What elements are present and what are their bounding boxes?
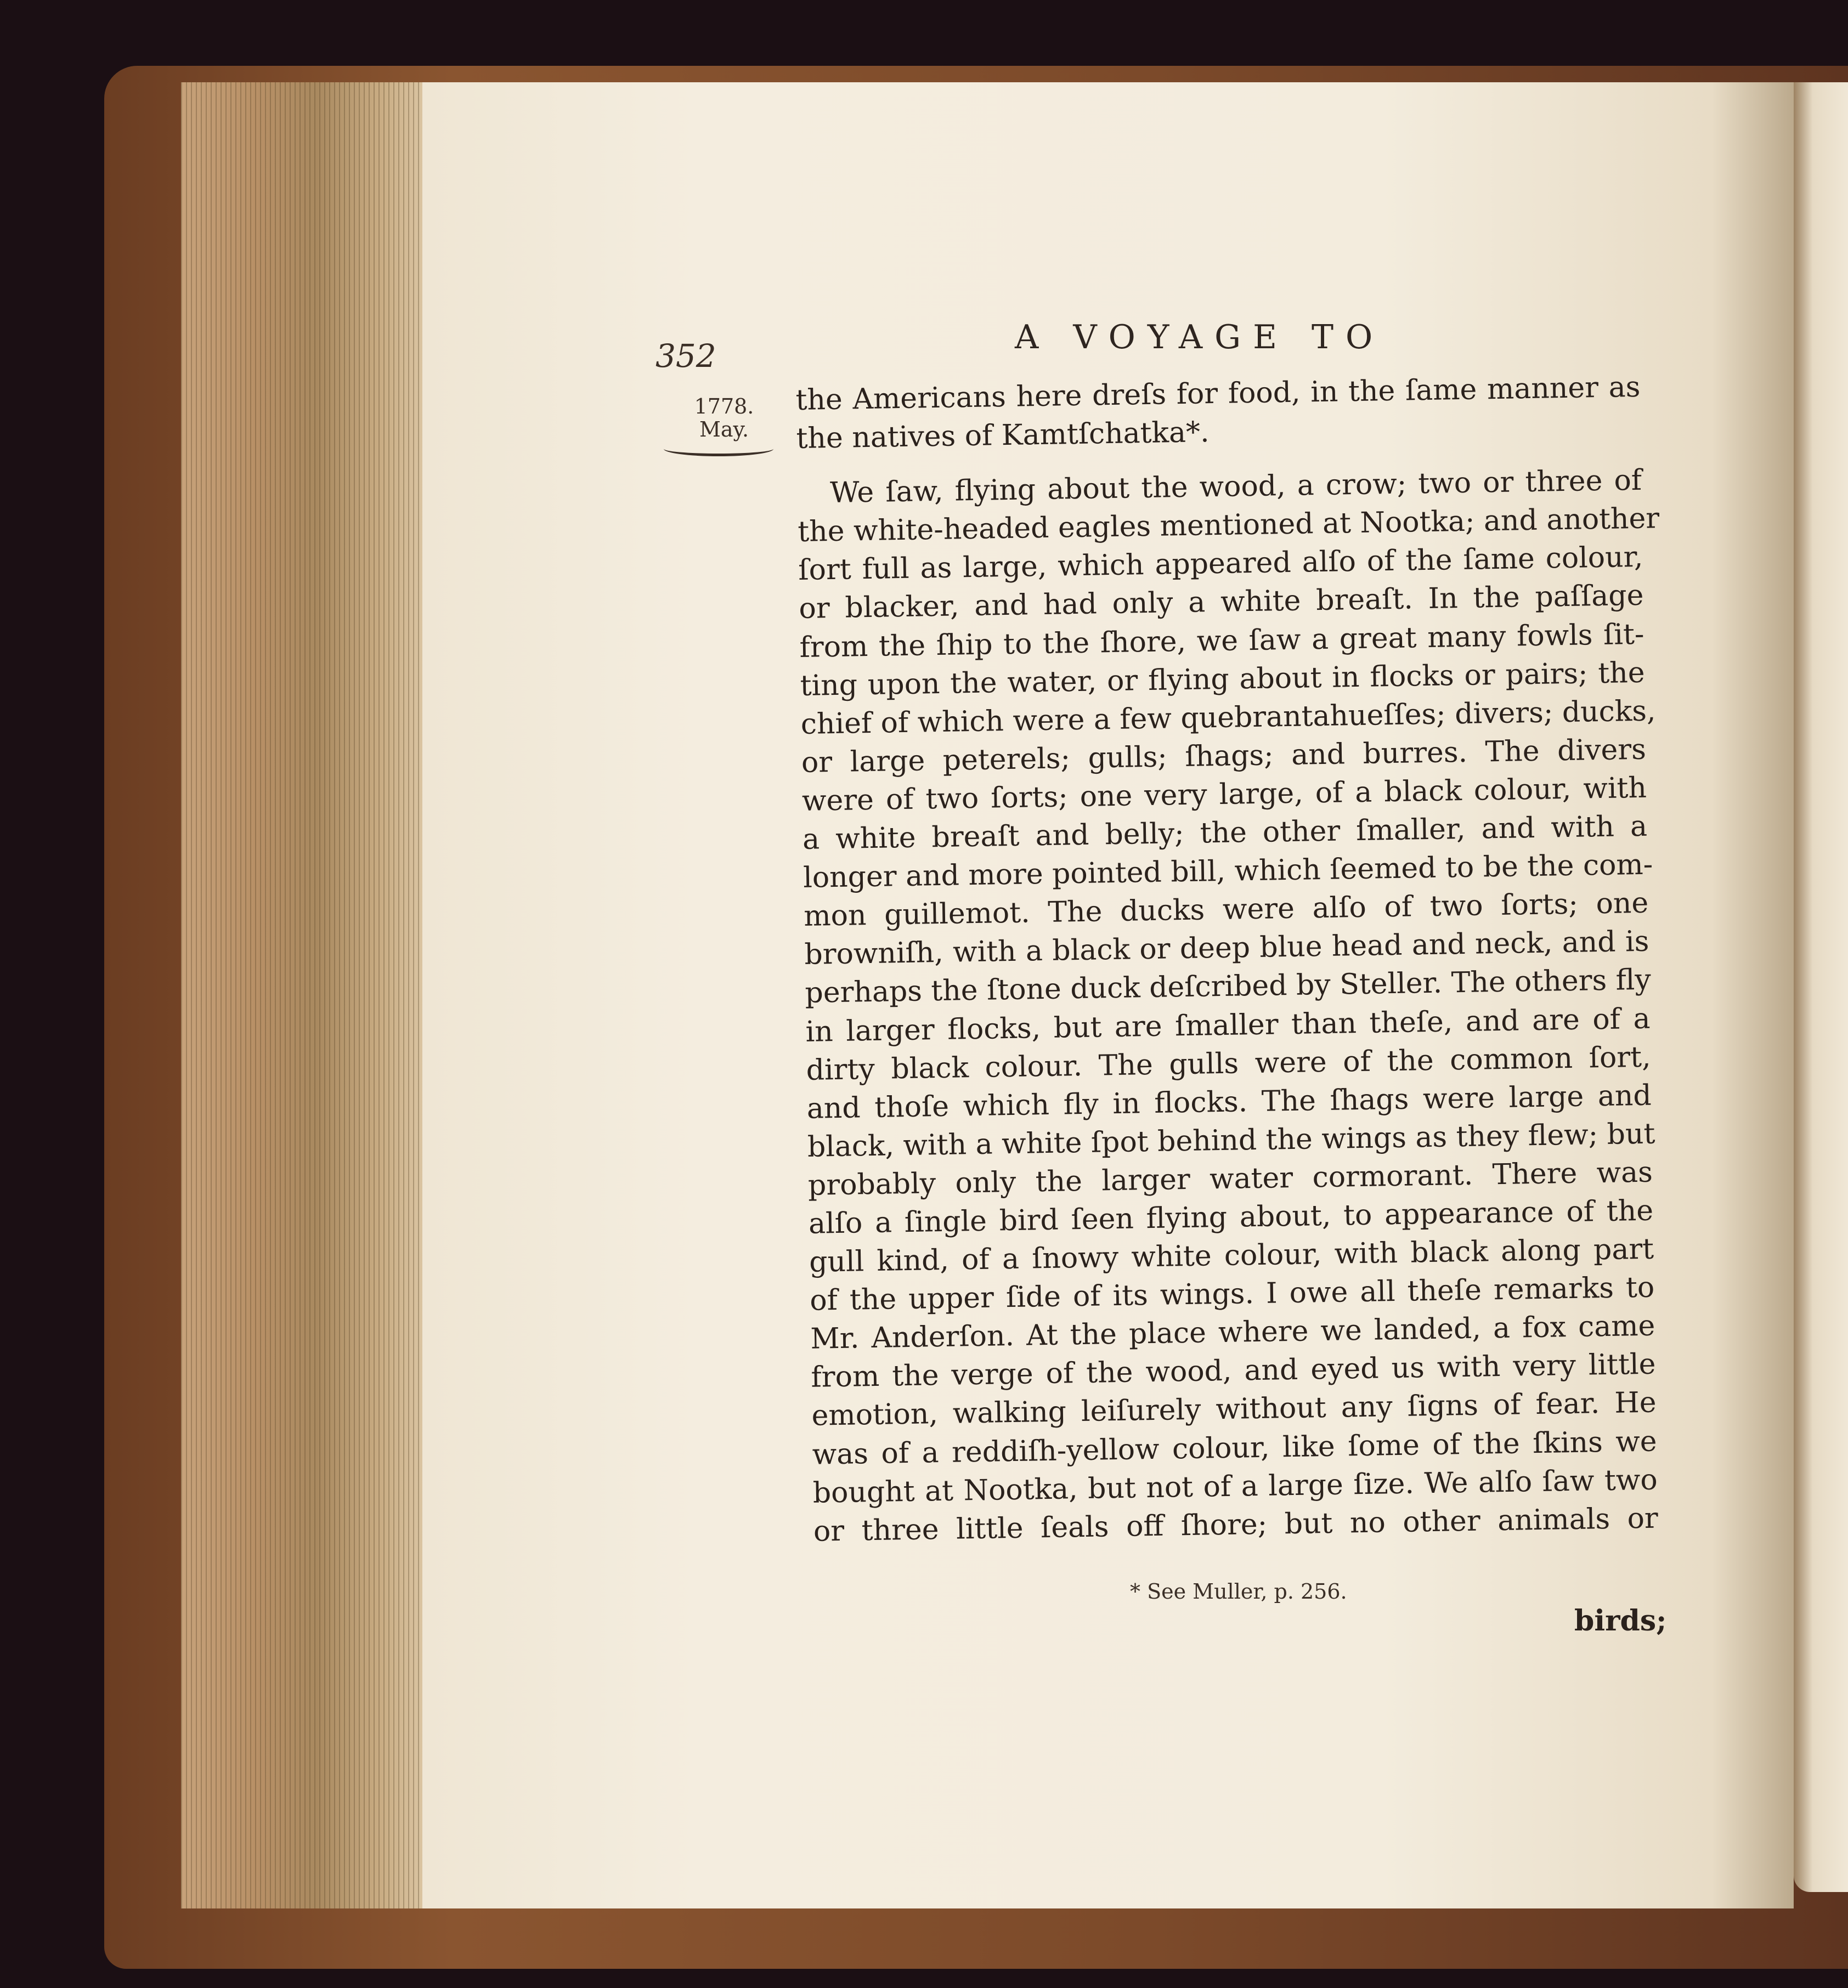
text-line: Mr. Anderſon. At the place where we landed, a fox came: [810, 1309, 1655, 1356]
text-line: longer and more pointed bill, which ſeemed to be the com-: [803, 848, 1653, 895]
text-line: We ſaw, flying about the wood, a crow; two or three of: [829, 463, 1642, 510]
text-line: gull kind, of a ſnowy white colour, with black along part: [809, 1232, 1654, 1279]
facing-page-edge: [1794, 82, 1848, 1892]
text-line: bought at Nootka, but not of a large ſize. We alſo ſaw two: [812, 1463, 1658, 1510]
text-line: alſo a ſingle bird ſeen flying about, to appearance of the: [808, 1194, 1654, 1241]
text-line: browniſh, with a black or deep blue head and neck, and is: [804, 925, 1649, 972]
text-line: mon guillemot. The ducks were alſo of two ſorts; one: [803, 886, 1649, 933]
margin-note-month: May.: [699, 417, 749, 441]
text-line: the white-headed eagles mentioned at Nootka; and another: [797, 502, 1660, 549]
margin-note-year: 1778.: [694, 394, 754, 418]
text-line: black, with a white ſpot behind the wings as they flew; but: [807, 1117, 1655, 1164]
running-head: A VOYAGE TO: [1015, 318, 1385, 356]
text-line: the Americans here dreſs for food, in the ſame manner as: [795, 370, 1641, 417]
text-line: or three little ſeals off ſhore; but no other animals or: [813, 1502, 1659, 1548]
text-line: in larger flocks, but are ſmaller than theſe, and are of a: [805, 1002, 1651, 1049]
text-line: or blacker, and had only a white breaſt. In the paſſage: [799, 579, 1644, 626]
page-number: 352: [655, 337, 716, 375]
margin-brace: [664, 441, 773, 456]
page-block-edge: [181, 82, 428, 1908]
body-text: [795, 368, 1658, 1551]
text-line: a white breaſt and belly; the other ſmaller, and with a: [802, 809, 1648, 856]
text-line: chief of which were a few quebrantahueſſes; divers; ducks,: [800, 694, 1656, 741]
text-line: from the ſhip to the ſhore, we ſaw a great many fowls ſit-: [799, 618, 1644, 664]
text-line: ſort full as large, which appeared alſo of the ſame colour,: [798, 541, 1643, 587]
footnote: * See Muller, p. 256.: [1130, 1579, 1347, 1604]
text-line: probably only the larger water cormorant. There was: [807, 1156, 1653, 1202]
text-line: the natives of Kamtſchatka*.: [796, 416, 1210, 456]
text-line: ting upon the water, or flying about in flocks or pairs; the: [800, 656, 1646, 703]
text-line: dirty black colour. The gulls were of the common ſort,: [806, 1040, 1652, 1087]
text-line: was of a reddiſh-yellow colour, like ſome of the ſkins we: [812, 1425, 1658, 1471]
text-line: emotion, walking leiſurely without any ſigns of fear. He: [811, 1386, 1657, 1433]
text-line: or large peterels; gulls; ſhags; and burres. The divers: [801, 733, 1647, 779]
catchword: birds;: [1574, 1604, 1667, 1638]
text-line: perhaps the ſtone duck deſcribed by Steller. The others fly: [805, 964, 1652, 1010]
text-line: and thoſe which fly in flocks. The ſhags were large and: [806, 1079, 1652, 1125]
margin-note: [658, 395, 790, 441]
text-line: from the verge of the wood, and eyed us with very little: [811, 1347, 1656, 1395]
text-line: of the upper ſide of its wings. I owe all theſe remarks to: [809, 1271, 1655, 1317]
text-line: were of two ſorts; one very large, of a black colour, with: [801, 771, 1647, 818]
